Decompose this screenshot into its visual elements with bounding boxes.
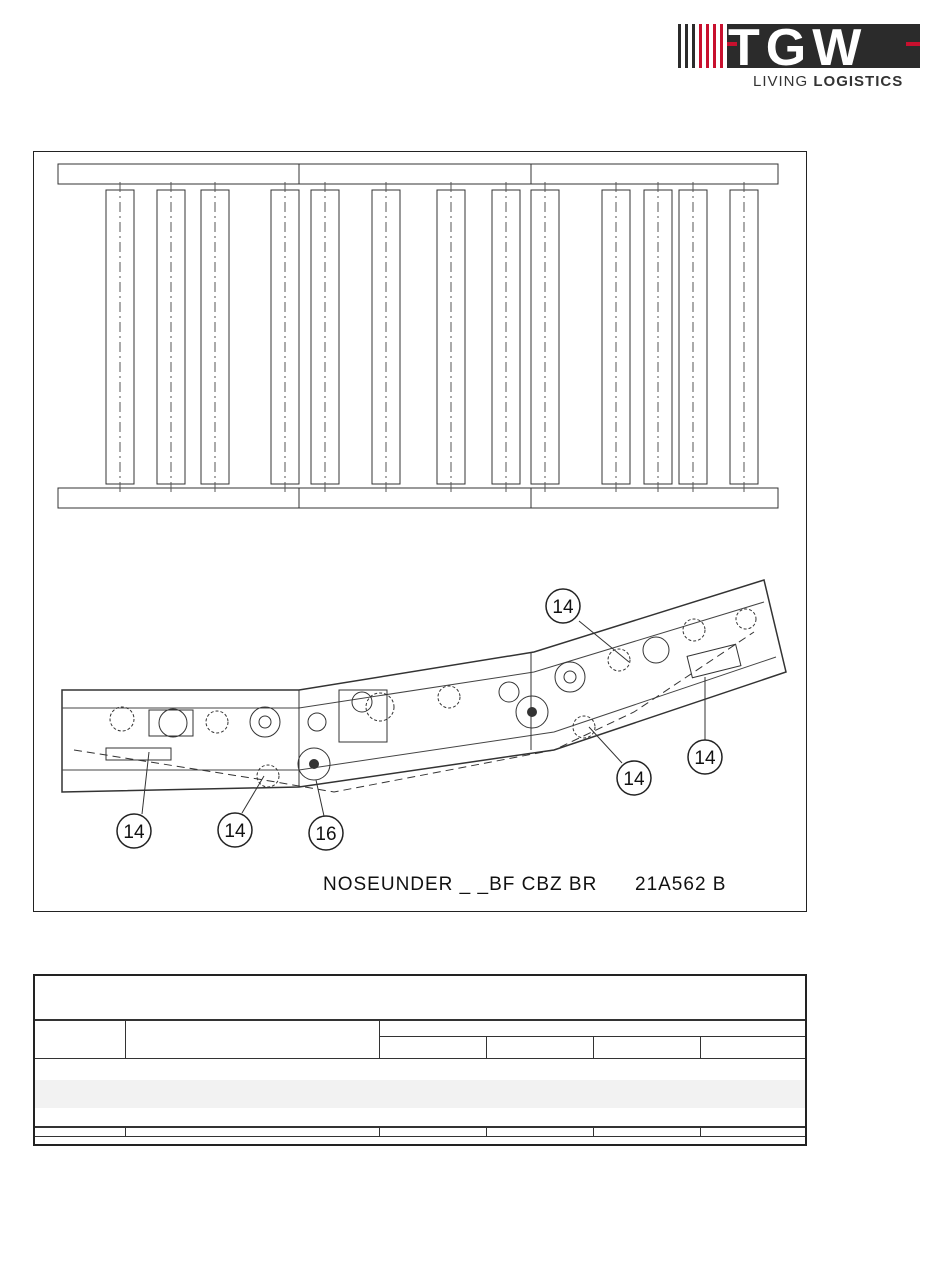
table-col-divider	[125, 1021, 126, 1058]
table-col-divider	[125, 1128, 126, 1137]
svg-text:14: 14	[552, 597, 574, 618]
table-shaded-row	[35, 1080, 805, 1108]
logo-tagline	[753, 73, 903, 90]
svg-text:14: 14	[623, 769, 645, 790]
belt-path	[74, 632, 754, 792]
table-row-divider	[35, 1058, 805, 1059]
tgw-logo	[678, 19, 922, 90]
table-col-divider	[593, 1128, 594, 1137]
table-header-divider	[35, 1019, 805, 1021]
callout-14-center-right	[589, 727, 651, 795]
side-view-pulleys	[106, 609, 756, 787]
drawing-caption: NOSEUNDER _ _BF CBZ BR 21A562 B	[323, 874, 727, 895]
svg-text:14: 14	[123, 822, 145, 843]
table-col-divider	[593, 1037, 594, 1058]
side-view-inner-lower	[62, 657, 776, 770]
top-view-rail-upper	[58, 164, 778, 184]
table-col-divider	[700, 1128, 701, 1137]
table-col-divider	[700, 1037, 701, 1058]
table-col-divider	[379, 1021, 380, 1058]
callout-14-left	[117, 752, 151, 848]
logo-tagline-light: LIVING	[753, 73, 809, 90]
svg-text:16: 16	[315, 824, 337, 845]
logo-brand: TGW	[728, 19, 868, 77]
svg-text:14: 14	[224, 821, 246, 842]
technical-drawing	[33, 151, 807, 912]
table-col-divider	[379, 1128, 380, 1137]
table-col-divider	[486, 1037, 487, 1058]
side-view-inner-upper	[62, 602, 764, 708]
logo-tagline-bold: LOGISTICS	[813, 73, 904, 90]
svg-text:14: 14	[694, 748, 716, 769]
table-footer-divider	[35, 1126, 805, 1128]
table-subheader-divider	[379, 1036, 805, 1037]
callout-14-center-left	[218, 776, 264, 847]
conveyor-drawing	[34, 152, 806, 911]
parts-table	[33, 974, 807, 1146]
top-view-rail-lower	[58, 488, 778, 508]
callout-16	[309, 780, 343, 850]
table-bottom-divider	[35, 1136, 805, 1137]
table-col-divider	[486, 1128, 487, 1137]
callout-14-right	[688, 677, 722, 774]
top-view-rollers	[106, 182, 758, 492]
